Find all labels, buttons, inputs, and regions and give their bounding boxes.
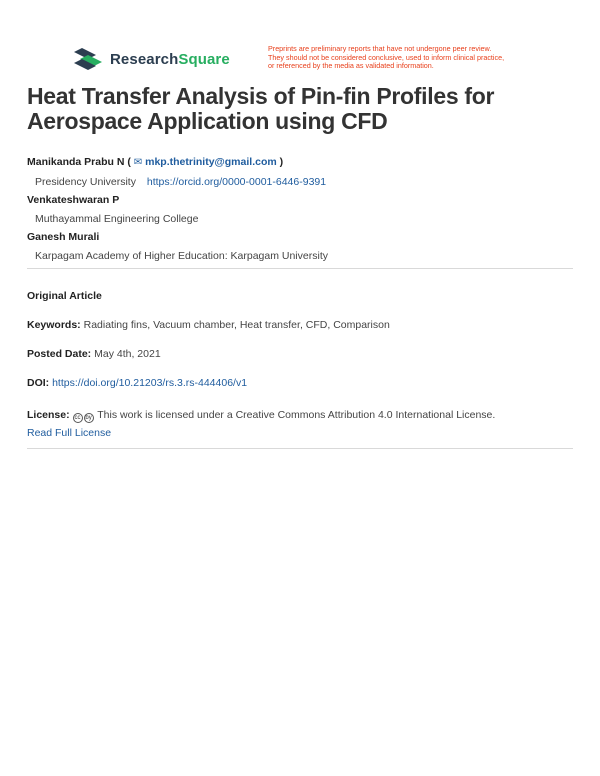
license-text: This work is licensed under a Creative Commons Attribution 4.0 International License. xyxy=(97,409,496,421)
author-affiliation-3: Karpagam Academy of Higher Education: Karpagam University xyxy=(35,249,328,262)
research-square-logo-icon xyxy=(74,48,102,70)
disclaimer-line: Preprints are preliminary reports that have not undergone peer review. xyxy=(268,44,492,53)
paper-title: Heat Transfer Analysis of Pin-fin Profiles for Aerospace Application using CFD xyxy=(27,83,495,134)
license-label: License: xyxy=(27,409,70,421)
keywords-label: Keywords: xyxy=(27,319,81,331)
article-type: Original Article xyxy=(27,290,102,302)
author-3: Ganesh Murali xyxy=(27,231,100,243)
disclaimer-line: or referenced by the media as validated information. xyxy=(268,61,434,71)
research-square-logo[interactable] xyxy=(74,48,230,70)
author-email-link[interactable]: mkp.thetrinity@gmail.com xyxy=(145,156,277,168)
author-affiliation-2: Muthayammal Engineering College xyxy=(35,212,199,225)
logo-text: ResearchSquare xyxy=(110,50,230,68)
email-icon: ✉ xyxy=(133,157,143,168)
license xyxy=(27,406,495,442)
doi xyxy=(27,377,247,389)
divider xyxy=(27,268,573,269)
affiliation-text: Presidency University xyxy=(35,175,136,188)
author-affiliation-1 xyxy=(27,173,577,192)
doi-link[interactable]: https://doi.org/10.21203/rs.3.rs-444406/v1 xyxy=(52,377,248,389)
preprint-disclaimer xyxy=(268,45,538,71)
posted-date-value: May 4th, 2021 xyxy=(94,348,161,360)
posted-date-label: Posted Date: xyxy=(27,348,92,360)
keywords xyxy=(27,319,390,331)
author-list xyxy=(27,153,577,265)
author-name: Manikanda Prabu N xyxy=(27,156,125,168)
doi-label: DOI: xyxy=(27,377,50,389)
author-1: Manikanda Prabu N ( ✉ mkp.thetrinity@gmail.com ) xyxy=(27,156,284,168)
by-icon: by xyxy=(85,415,92,421)
read-full-license-link[interactable]: Read Full License xyxy=(27,427,112,439)
divider xyxy=(27,448,573,449)
cc-icon: cc xyxy=(74,415,81,421)
author-2: Venkateshwaran P xyxy=(27,194,120,206)
keywords-value: Radiating fins, Vacuum chamber, Heat transfer, CFD, Comparison xyxy=(83,319,390,331)
posted-date xyxy=(27,348,161,360)
orcid-link[interactable]: https://orcid.org/0000-0001-6446-9391 xyxy=(146,175,327,188)
disclaimer-line: They should not be considered conclusive, used to inform clinical practice, xyxy=(268,52,505,62)
